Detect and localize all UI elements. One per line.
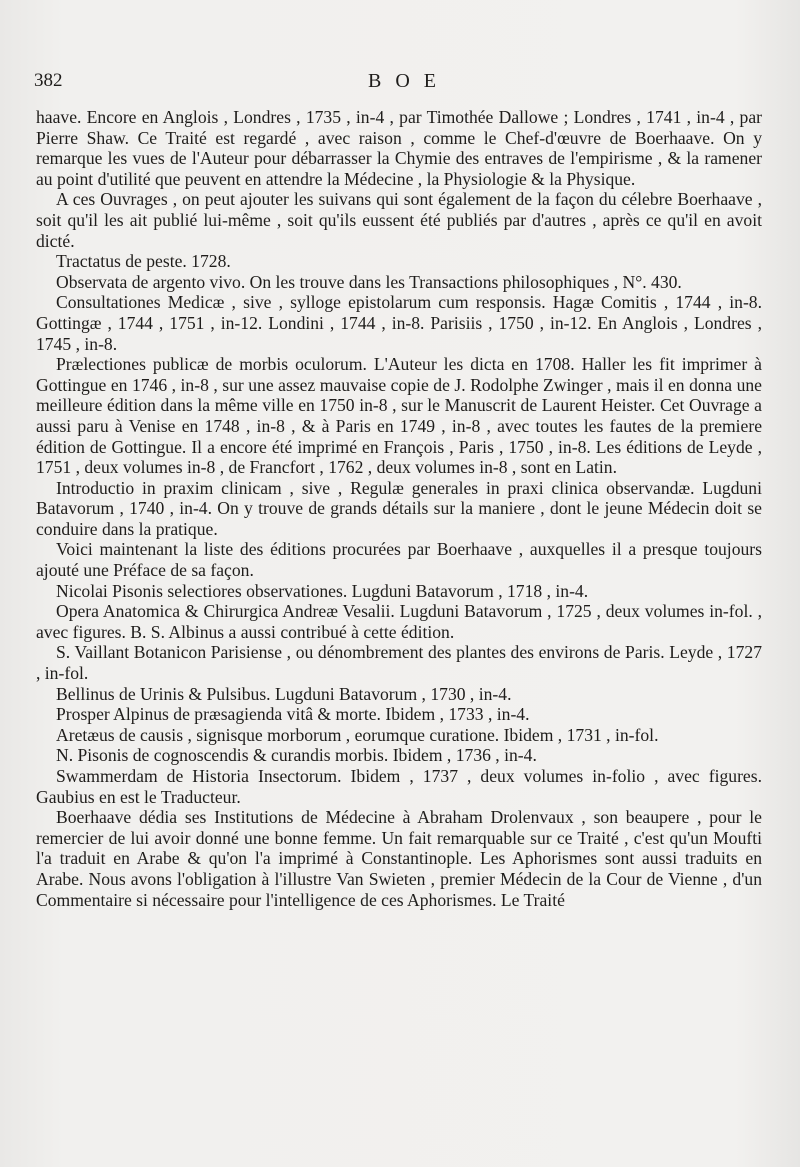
bibliography-entry: Consultationes Medicæ , sive , sylloge epistolarum cum responsis. Hagæ Comitis , 1744 , in-8. Gottingæ , 1744 , 1751 , in-12. Londini , 1744 , in-8. Parisiis , 1750 , in-12. En Anglois , Londres , 1745 , in-8. <box>36 292 762 354</box>
page-header <box>34 70 770 100</box>
edition-entry: S. Vaillant Botanicon Parisiense , ou dénombrement des plantes des environs de Paris. Leyde , 1727 , in-fol. <box>36 642 762 684</box>
edition-entry: Prosper Alpinus de præsagienda vitâ & morte. Ibidem , 1733 , in-4. <box>56 704 530 725</box>
running-head: BOE <box>368 70 450 92</box>
paragraph-closing: Boerhaave dédia ses Institutions de Médecine à Abraham Drolenvaux , son beaupere , pour le remercier de lui avoir donné une bonne femme. Un fait remarquable sur ce Traité , c'est qu'un Moufti l'a traduit en Arabe & qu'on l'a imprimé à Constantinople. Les Aphorismes sont aussi traduits en Arabe. Nous avons l'obligation à l'illustre Van Swieten , premier Médecin de la Cour de Vienne , d'un Commentaire si nécessaire pour l'intelligence de ces Aphorismes. Le Traité <box>36 807 762 910</box>
page-body <box>36 107 762 910</box>
page-number: 382 <box>34 70 63 91</box>
edition-entry: Opera Anatomica & Chirurgica Andreæ Vesalii. Lugduni Batavorum , 1725 , deux volumes in-fol. , avec figures. B. S. Albinus a aussi contribué à cette édition. <box>36 601 762 642</box>
bibliography-entry: Observata de argento vivo. On les trouve dans les Transactions philosophiques , N°. 430. <box>56 271 682 292</box>
edition-entry: N. Pisonis de cognoscendis & curandis morbis. Ibidem , 1736 , in-4. <box>56 745 537 766</box>
bibliography-entry: Introductio in praxim clinicam , sive , Regulæ generales in praxi clinica observandæ. Lugduni Batavorum , 1740 , in-4. On y trouve de grands détails sur la maniere , dont le jeune Médecin doit se conduire dans la pratique. <box>36 477 762 539</box>
bibliography-entry: Prælectiones publicæ de morbis oculorum. L'Auteur les dicta en 1708. Haller les fit imprimer à Gottingue en 1746 , in-8 , sur une assez mauvaise copie de J. Rodolphe Zwinger , mais il en donna une meilleure édition dans la même ville en 1750 in-8 , sur le Manuscrit de Laurent Heister. Cet Ouvrage a aussi paru à Venise en 1748 , in-8 , & à Paris en 1749 , in-8 , avec toutes les fautes de la premiere édition de Gottingue. Il a encore été imprimé en François , Paris , 1750 , in-8. Les éditions de Leyde , 1751 , deux volumes in-8 , de Francfort , 1762 , deux volumes in-8 , sont en Latin. <box>36 354 762 478</box>
edition-entry: Swammerdam de Historia Insectorum. Ibidem , 1737 , deux volumes in-folio , avec figures. Gaubius en est le Traducteur. <box>36 766 762 807</box>
paragraph-editions-intro: Voici maintenant la liste des éditions procurées par Boerhaave , auxquelles il a presque toujours ajouté une Préface de sa façon. <box>36 539 762 581</box>
edition-entry: Aretæus de causis , signisque morborum , eorumque curatione. Ibidem , 1731 , in-fol. <box>56 724 659 745</box>
bibliography-entry: Tractatus de peste. 1728. <box>56 251 231 272</box>
paragraph-intro: A ces Ouvrages , on peut ajouter les suivans qui sont également de la façon du célebre Boerhaave , soit qu'il les ait publié lui-même , soit qu'ils eussent été publiés par d'autres , après ce qu'il en avoit dicté. <box>36 189 762 251</box>
edition-entry: Bellinus de Urinis & Pulsibus. Lugduni Batavorum , 1730 , in-4. <box>56 683 512 704</box>
edition-entry: Nicolai Pisonis selectiores observationes. Lugduni Batavorum , 1718 , in-4. <box>56 580 589 601</box>
paragraph-continuation: haave. Encore en Anglois , Londres , 1735 , in-4 , par Timothée Dallowe ; Londres , 1741 , in-4 , par Pierre Shaw. Ce Traité est regardé , avec raison , comme le Chef-d'œuvre de Boerhaave. On y remarque les vues de l'Auteur pour débarrasser la Chymie des entraves de l'empirisme , & la ramener au point d'utilité que peuvent en attendre la Médecine , la Physiologie & la Physique. <box>36 107 762 189</box>
